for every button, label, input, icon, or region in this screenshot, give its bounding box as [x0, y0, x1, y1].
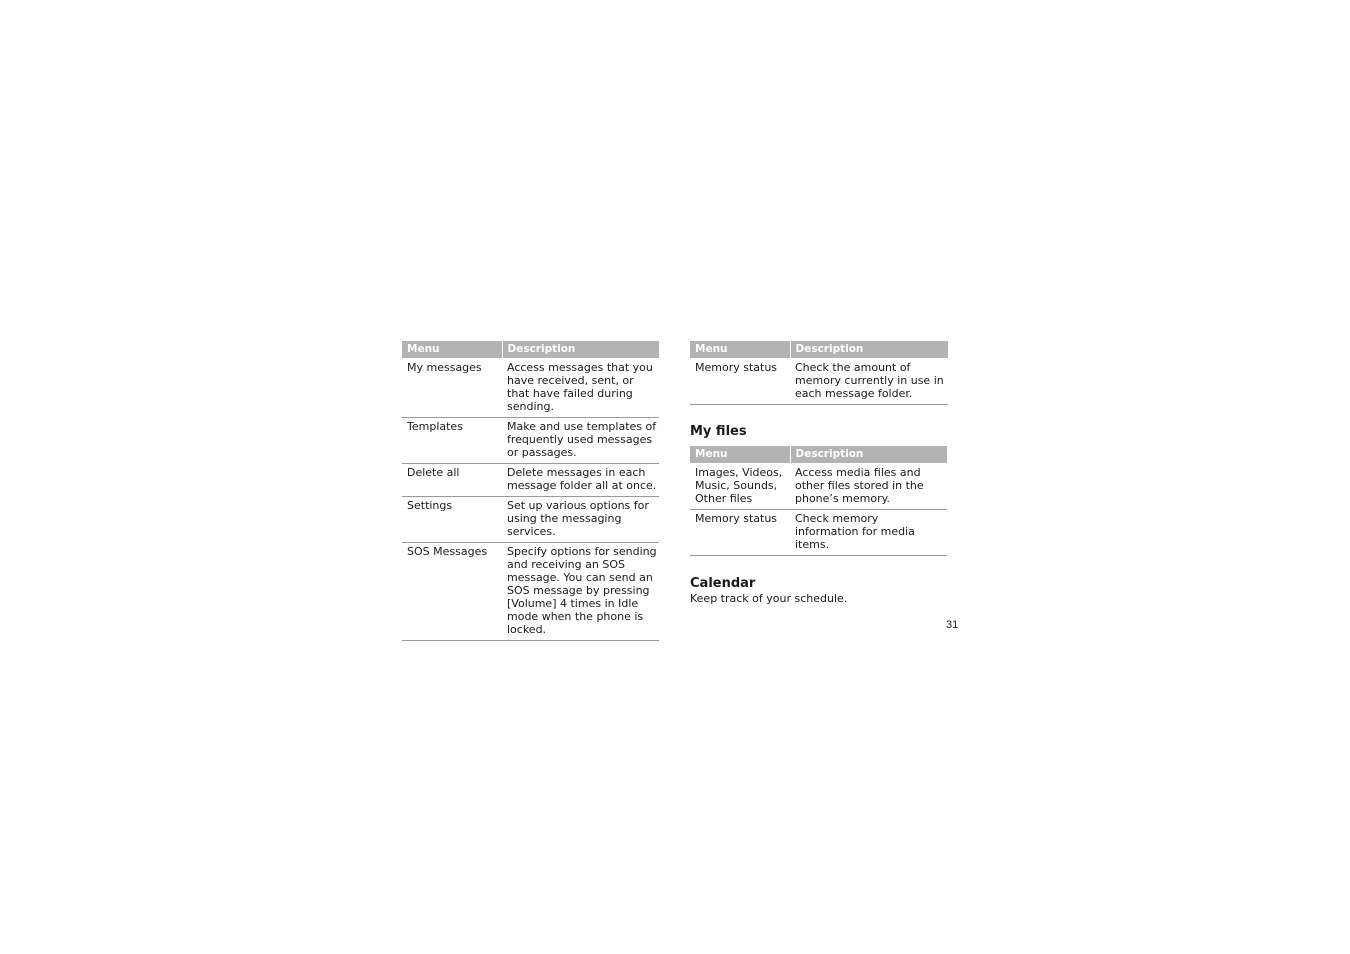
table-row: [690, 510, 947, 556]
table-header-row: [402, 341, 659, 358]
table-header-row: [690, 341, 948, 358]
menu-cell: SOS Messages: [402, 543, 502, 641]
header-description: Description: [790, 446, 947, 463]
right-column: [690, 341, 948, 605]
menu-cell: Memory status: [690, 358, 790, 405]
menu-cell: Images, Videos, Music, Sounds, Other files: [690, 463, 790, 510]
menu-cell: Delete all: [402, 464, 502, 497]
description-cell: Specify options for sending and receiving an SOS message. You can send an SOS message by pressing [Volume] 4 times in Idle mode when the phone is locked.: [502, 543, 659, 641]
header-description: Description: [502, 341, 659, 358]
menu-cell: My messages: [402, 358, 502, 418]
table-header-row: [690, 446, 947, 463]
description-cell: Access messages that you have received, sent, or that have failed during sending.: [502, 358, 659, 418]
header-menu: Menu: [402, 341, 502, 358]
calendar-text: Keep track of your schedule.: [690, 592, 848, 605]
table-row: [402, 543, 659, 641]
table-row: [402, 418, 659, 464]
page-number: 31: [946, 619, 959, 631]
description-cell: Delete messages in each message folder all at once.: [502, 464, 659, 497]
table-row: [402, 358, 659, 418]
calendar-heading: Calendar: [690, 576, 756, 591]
my-files-table: [690, 446, 947, 556]
left-column: [402, 341, 659, 641]
table-row: [690, 358, 948, 405]
description-cell: Check the amount of memory currently in use in each message folder.: [790, 358, 948, 405]
description-cell: Set up various options for using the messaging services.: [502, 497, 659, 543]
memory-status-table: [690, 341, 948, 405]
menu-cell: Settings: [402, 497, 502, 543]
table-row: [402, 464, 659, 497]
header-menu: Menu: [690, 446, 790, 463]
description-cell: Access media files and other files stored in the phone’s memory.: [790, 463, 947, 510]
table-row: [690, 463, 947, 510]
menu-cell: Memory status: [690, 510, 790, 556]
description-cell: Make and use templates of frequently used messages or passages.: [502, 418, 659, 464]
messages-menu-table: [402, 341, 659, 641]
header-menu: Menu: [690, 341, 790, 358]
menu-cell: Templates: [402, 418, 502, 464]
my-files-heading: My files: [690, 424, 747, 439]
description-cell: Check memory information for media items.: [790, 510, 947, 556]
header-description: Description: [790, 341, 948, 358]
table-row: [402, 497, 659, 543]
